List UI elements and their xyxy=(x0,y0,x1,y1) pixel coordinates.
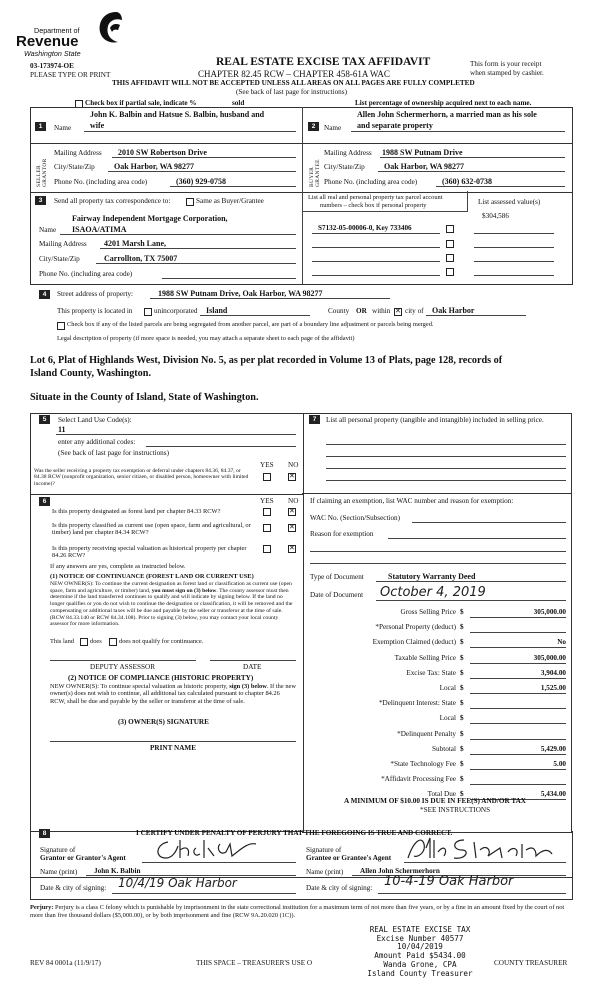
doc-date-label: Date of Document xyxy=(310,591,364,599)
perjury-note: Perjury: Perjury is a class C felony which is punishable by imprisonment in the state correctional institution for a maximum term of not more than five years, or by a fine in an amount fixed by the court of not more than five thousand dollars ($5,000.00), or by both imprisonment and fine (RCW 9A.20.020 (1C)). xyxy=(30,904,565,920)
tax-calculation xyxy=(310,606,570,806)
seller-phone-label: Phone No. (including area code) xyxy=(54,178,148,186)
buyer-city: Oak Harbor, WA 98277 xyxy=(384,162,465,171)
land-use-label: Select Land Use Code(s): xyxy=(58,416,132,424)
land-does-label: does xyxy=(90,638,102,645)
current-use-no-checkbox[interactable] xyxy=(288,524,296,532)
seller-name-line2: wife xyxy=(90,121,105,130)
calc-label: Excise Tax: State xyxy=(406,668,456,677)
or-word: OR xyxy=(356,307,367,315)
within-word: within xyxy=(372,307,391,315)
section-2-number: 2 xyxy=(308,122,319,131)
revenue-logo xyxy=(10,6,130,56)
doc-type: Statutory Warranty Deed xyxy=(388,572,476,581)
county-treasurer-label: COUNTY TREASURER xyxy=(494,959,568,967)
sec6-no-header: NO xyxy=(288,497,299,505)
calc-currency: $ xyxy=(460,790,464,799)
corr-phone-label: Phone No. (including area code) xyxy=(39,270,133,278)
calc-label: Subtotal xyxy=(432,744,456,753)
calc-currency: $ xyxy=(460,699,464,708)
partial-sale-sold: sold xyxy=(232,99,245,107)
minimum-due-note: A MINIMUM OF $10.00 IS DUE IN FEE(S) AND/OR TAX xyxy=(344,797,526,805)
certify-statement: I CERTIFY UNDER PENALTY OF PERJURY THAT THE FOREGOING IS TRUE AND CORRECT. xyxy=(136,829,453,837)
buyer-name-line1: Allen John Schermerhorn, a married man as his sole xyxy=(357,110,537,119)
see-back-note: (See back of last page for instructions) xyxy=(236,88,347,96)
receipt-note-1: This form is your receipt xyxy=(470,60,542,68)
calc-label: *Delinquent Penalty xyxy=(397,729,456,738)
calc-underline xyxy=(470,769,566,770)
calc-currency: $ xyxy=(460,668,464,677)
doc-type-label: Type of Document xyxy=(310,573,364,581)
sec5-yes-header: YES xyxy=(260,461,274,469)
land-does-not-label: does not qualify for continuance. xyxy=(119,638,204,645)
city-of-label: city of xyxy=(405,307,424,315)
segregated-checkbox[interactable] xyxy=(57,322,65,330)
form-number: REV 84 0001a (11/9/17) xyxy=(30,959,101,967)
forest-land-question: Is this property designated as forest land per chapter 84.33 RCW? xyxy=(52,508,221,515)
assessed-value-1: $304,586 xyxy=(482,212,509,220)
grantee-signature xyxy=(404,834,554,864)
calc-label: *Affidavit Processing Fee xyxy=(381,775,456,784)
seller-mail-label: Mailing Address xyxy=(54,149,102,157)
situate-line: Situate in the County of Island, State of Washington. xyxy=(30,392,259,403)
street-label: Street address of property: xyxy=(57,290,134,298)
grantee-date-label: Date & city of signing: xyxy=(306,884,373,892)
calc-value: 5,429.00 xyxy=(540,744,566,753)
calc-label: Local xyxy=(439,684,456,692)
section-8-number: 8 xyxy=(39,829,50,838)
treasurer-use-label: THIS SPACE – TREASURER'S USE O xyxy=(196,959,313,967)
treasurer-stamp xyxy=(340,926,500,978)
legal-desc-label: Legal description of property (if more space is needed, you may attach a separate sheet to each page of the affidavit) xyxy=(57,335,355,342)
calc-currency: $ xyxy=(460,653,464,662)
buyer-side-label: BUYER GRANTEE xyxy=(309,159,321,187)
stamp-line-4: Amount Paid $5434.00 xyxy=(374,951,466,961)
parcel-3-personal-checkbox[interactable] xyxy=(446,254,454,262)
calc-underline xyxy=(470,723,566,724)
section-4-number: 4 xyxy=(39,290,50,299)
same-as-buyer-label: Same as Buyer/Grantee xyxy=(196,197,264,205)
buyer-mailing-address: 1988 SW Putnam Drive xyxy=(382,148,463,157)
compliance-text: NEW OWNER(S): To continue special valuation as historic property, sign (3) below. If the new owner(s) does not wish to continue, all additional tax calculated pursuant to chapter 84.26 RCW, shall be due and payable by the seller or transferor at the time of sale. xyxy=(50,683,296,705)
corr-name-line2: ISAOA/ATIMA xyxy=(72,225,127,234)
section-3-number: 3 xyxy=(35,196,46,205)
stamp-line-3: 10/04/2019 xyxy=(397,942,443,952)
forest-yes-checkbox[interactable] xyxy=(263,508,271,516)
calc-value: 5,434.00 xyxy=(540,790,566,799)
grantor-signature xyxy=(150,836,260,864)
logo-name: Revenue xyxy=(16,33,79,50)
calc-label: Gross Selling Price xyxy=(400,608,456,616)
form-code: 03-173974-OE xyxy=(30,62,74,70)
unincorporated-checkbox[interactable] xyxy=(144,308,152,316)
calc-label: *Personal Property (deduct) xyxy=(375,623,456,632)
calc-underline xyxy=(470,663,566,664)
seller-name-line1: John K. Balbin and Hatsue S. Balbin, husband and xyxy=(90,110,265,119)
calc-value: No xyxy=(557,638,566,647)
stamp-line-5: Wanda Grone, CPA xyxy=(383,959,457,969)
historic-question: Is this property receiving special valuation as historical property per chapter 84.26 RCW? xyxy=(52,545,247,560)
grantor-sig-label-2: Grantor or Grantor's Agent xyxy=(40,854,126,862)
current-use-yes-checkbox[interactable] xyxy=(263,524,271,532)
sec5-no-header: NO xyxy=(288,461,299,469)
segregated-label: Check box if any of the listed parcels are being segregated from another parcel, are part of a boundary line adjustment or parcels being merged. xyxy=(67,321,434,328)
calc-underline xyxy=(470,708,566,709)
calc-currency: $ xyxy=(460,608,464,616)
grantor-date-label: Date & city of signing: xyxy=(40,884,107,892)
corr-mail-label: Mailing Address xyxy=(39,240,87,248)
logo-swoosh-icon xyxy=(96,10,124,46)
personal-property-label: List all personal property (tangible and intangible) included in selling price. xyxy=(326,416,544,424)
receipt-note-2: when stamped by cashier. xyxy=(470,69,544,77)
calc-currency: $ xyxy=(460,744,464,753)
located-label: This property is located in xyxy=(57,307,133,315)
calc-currency: $ xyxy=(460,638,464,647)
see-instructions-note: *SEE INSTRUCTIONS xyxy=(420,806,491,814)
land-use-see-back: (See back of last page for instructions) xyxy=(58,449,169,457)
doc-date-handwritten: October 4, 2019 xyxy=(380,585,486,600)
compliance-title: (2) NOTICE OF COMPLIANCE (HISTORIC PROPERTY) xyxy=(68,674,254,682)
land-does-checkbox[interactable] xyxy=(80,638,88,646)
page-title: REAL ESTATE EXCISE TAX AFFIDAVIT xyxy=(216,56,431,68)
deputy-assessor-label: DEPUTY ASSESSOR xyxy=(90,663,156,671)
buyer-city-label: City/State/Zip xyxy=(324,163,365,171)
section-7-number: 7 xyxy=(309,415,320,424)
parcel-1-personal-checkbox[interactable] xyxy=(446,225,454,233)
calc-currency: $ xyxy=(460,714,464,723)
property-street: 1988 SW Putnam Drive, Oak Harbor, WA 98277 xyxy=(158,289,323,298)
county-word: County xyxy=(328,307,350,315)
this-land-label: This land xyxy=(50,638,74,645)
legal-description-line1: Lot 6, Plat of Highlands West, Division No. 5, as per plat recorded in Volume 13 of Plats, page 128, records of xyxy=(30,355,503,366)
calc-underline xyxy=(470,693,566,694)
calc-value: 305,000.00 xyxy=(533,653,566,662)
logo-dept: Department of xyxy=(34,26,80,35)
property-city: Oak Harbor xyxy=(432,306,475,315)
buyer-mail-label: Mailing Address xyxy=(324,149,372,157)
corr-city-label: City/State/Zip xyxy=(39,255,80,263)
calc-currency: $ xyxy=(460,729,464,738)
seller-phone: (360) 929-0758 xyxy=(176,177,226,186)
seller-side-label: SELLER GRANTOR xyxy=(36,158,48,187)
ownership-note: List percentage of ownership acquired next to each name. xyxy=(355,99,532,107)
grantee-name-print: Allen John Schermerhorn xyxy=(360,867,440,875)
parcel-number-1: S7132-05-00006-0, Key 733406 xyxy=(318,224,412,232)
buyer-name-line2: and separate property xyxy=(357,121,433,130)
calc-underline xyxy=(470,647,566,648)
grantee-sig-label-1: Signature of xyxy=(306,846,342,854)
calc-currency: $ xyxy=(460,775,464,784)
continuance-text: NEW OWNER(S): To continue the current designation as forest land or classification as current use (open space, farm and agriculture, or timber) land, you must sign on (3) below. The county assessor must then determine if the land transferred continues to qualify and will indicate by signing below. If the land no longer qualifies or you do not wish to continue the designation or classification, it will be removed and the compensating or additional taxes will be due and payable by the seller or transferor at the time of sale. (RCW 84.33.140 or RCW 84.34.108). Prior to signing (3) below, you may contact your local county assessor for more information. xyxy=(50,581,293,628)
if-yes-note: If any answers are yes, complete as instructed below. xyxy=(50,563,186,570)
corr-name-label: Name xyxy=(39,226,57,234)
page-subtitle: CHAPTER 82.45 RCW – CHAPTER 458-61A WAC xyxy=(198,69,390,79)
parcel-4-personal-checkbox[interactable] xyxy=(446,268,454,276)
within-city-checkbox[interactable] xyxy=(394,308,402,316)
calc-label: Taxable Selling Price xyxy=(394,653,456,662)
seller-city-label: City/State/Zip xyxy=(54,163,95,171)
unincorporated-label: unincorporated xyxy=(154,307,198,315)
current-use-question: Is this property classified as current use (open space, farm and agricultural, or timber) land per chapter 84.34 RCW? xyxy=(52,522,251,537)
section-1-number: 1 xyxy=(35,122,46,131)
calc-value: 3,904.00 xyxy=(540,668,566,677)
seller-name-label: Name xyxy=(54,124,72,132)
owner-signature-label: (3) OWNER(S) SIGNATURE xyxy=(118,718,209,726)
buyer-name-label: Name xyxy=(324,124,342,132)
section-5-number: 5 xyxy=(39,415,50,424)
partial-sale-label: Check box if partial sale, indicate % xyxy=(85,99,197,107)
grantor-name-label: Name (print) xyxy=(40,868,78,876)
calc-underline xyxy=(470,678,566,679)
assessed-value-header: List assessed value(s) xyxy=(478,198,541,206)
stamp-line-6: Island County Treasurer xyxy=(367,968,473,978)
exemption-no-checkbox[interactable] xyxy=(288,473,296,481)
land-use-code: 11 xyxy=(58,425,66,434)
warning-banner: THIS AFFIDAVIT WILL NOT BE ACCEPTED UNLESS ALL AREAS ON ALL PAGES ARE FULLY COMPLETED xyxy=(112,79,475,87)
buyer-phone: (360) 632-0738 xyxy=(442,177,492,186)
grantee-date-city: 10-4-19 Oak Harbor xyxy=(384,874,514,889)
parcel-header-1: List all real and personal property tax parcel account xyxy=(308,194,443,201)
wac-label: WAC No. (Section/Subsection) xyxy=(310,514,401,522)
calc-underline xyxy=(470,739,566,740)
property-county: Island xyxy=(206,306,228,315)
send-tax-label: Send all property tax correspondence to: xyxy=(54,197,171,205)
print-note: PLEASE TYPE OR PRINT xyxy=(30,71,111,79)
historic-yes-checkbox[interactable] xyxy=(263,545,271,553)
calc-value: 5.00 xyxy=(553,760,566,768)
logo-state: Washington State xyxy=(24,49,81,58)
legal-description-line2: Island County, Washington. xyxy=(30,368,151,379)
corr-name-line1: Fairway Independent Mortgage Corporation, xyxy=(72,214,228,223)
corr-city: Carrollton, TX 75007 xyxy=(104,254,178,263)
forest-no-checkbox[interactable] xyxy=(288,508,296,516)
same-as-buyer-checkbox[interactable] xyxy=(186,198,194,206)
land-does-not-checkbox[interactable] xyxy=(109,638,117,646)
calc-label: Local xyxy=(439,714,456,723)
calc-value: 305,000.00 xyxy=(533,608,566,616)
stamp-line-1: REAL ESTATE EXCISE TAX xyxy=(369,925,471,934)
historic-no-checkbox[interactable] xyxy=(288,545,296,553)
calc-underline xyxy=(470,617,566,618)
corr-mailing-address: 4201 Marsh Lane, xyxy=(104,239,166,248)
grantor-name-print: John K. Balbin xyxy=(94,867,141,875)
print-name-label: PRINT NAME xyxy=(150,744,196,752)
calc-label: Exemption Claimed (deduct) xyxy=(372,638,456,647)
calc-underline xyxy=(470,784,566,785)
grantor-sig-label-1: Signature of xyxy=(40,846,76,854)
buyer-phone-label: Phone No. (including area code) xyxy=(324,178,418,186)
additional-codes-label: enter any additional codes: xyxy=(58,438,136,446)
seller-city: Oak Harbor, WA 98277 xyxy=(114,162,195,171)
exemption-question: Was the seller receiving a property tax exemption or deferral under chapters 84.36, 84.37, or 84.38 RCW (nonprofit organization, senior citizen, or disabled person, homeowner with limited income)? xyxy=(34,468,249,487)
seller-mailing-address: 2010 SW Robertson Drive xyxy=(118,148,207,157)
calc-underline xyxy=(470,754,566,755)
section-6-number: 6 xyxy=(39,497,50,506)
sec6-yes-header: YES xyxy=(260,497,274,505)
calc-currency: $ xyxy=(460,623,464,632)
calc-label: *State Technology Fee xyxy=(390,760,456,768)
exemption-yes-checkbox[interactable] xyxy=(263,473,271,481)
grantee-name-label: Name (print) xyxy=(306,868,344,876)
parcel-header-2: numbers – check box if personal property xyxy=(320,202,427,209)
continuance-title: (1) NOTICE OF CONTINUANCE (FOREST LAND OR CURRENT USE) xyxy=(50,573,254,580)
exemption-claim-note: If claiming an exemption, list WAC number and reason for exemption: xyxy=(310,497,514,505)
calc-currency: $ xyxy=(460,760,464,768)
calc-currency: $ xyxy=(460,684,464,692)
calc-label: *Delinquent Interest: State xyxy=(378,699,456,708)
grantor-date-city: 10/4/19 Oak Harbor xyxy=(118,876,237,890)
grantee-sig-label-2: Grantee or Grantee's Agent xyxy=(306,854,392,862)
reason-label: Reason for exemption xyxy=(310,530,374,538)
parcel-2-personal-checkbox[interactable] xyxy=(446,240,454,248)
calc-label: Total Due xyxy=(427,790,456,799)
assessor-date-label: DATE xyxy=(243,663,262,671)
calc-underline xyxy=(470,632,566,633)
calc-value: 1,525.00 xyxy=(540,684,566,692)
stamp-line-2: Excise Number 40577 xyxy=(376,933,464,943)
